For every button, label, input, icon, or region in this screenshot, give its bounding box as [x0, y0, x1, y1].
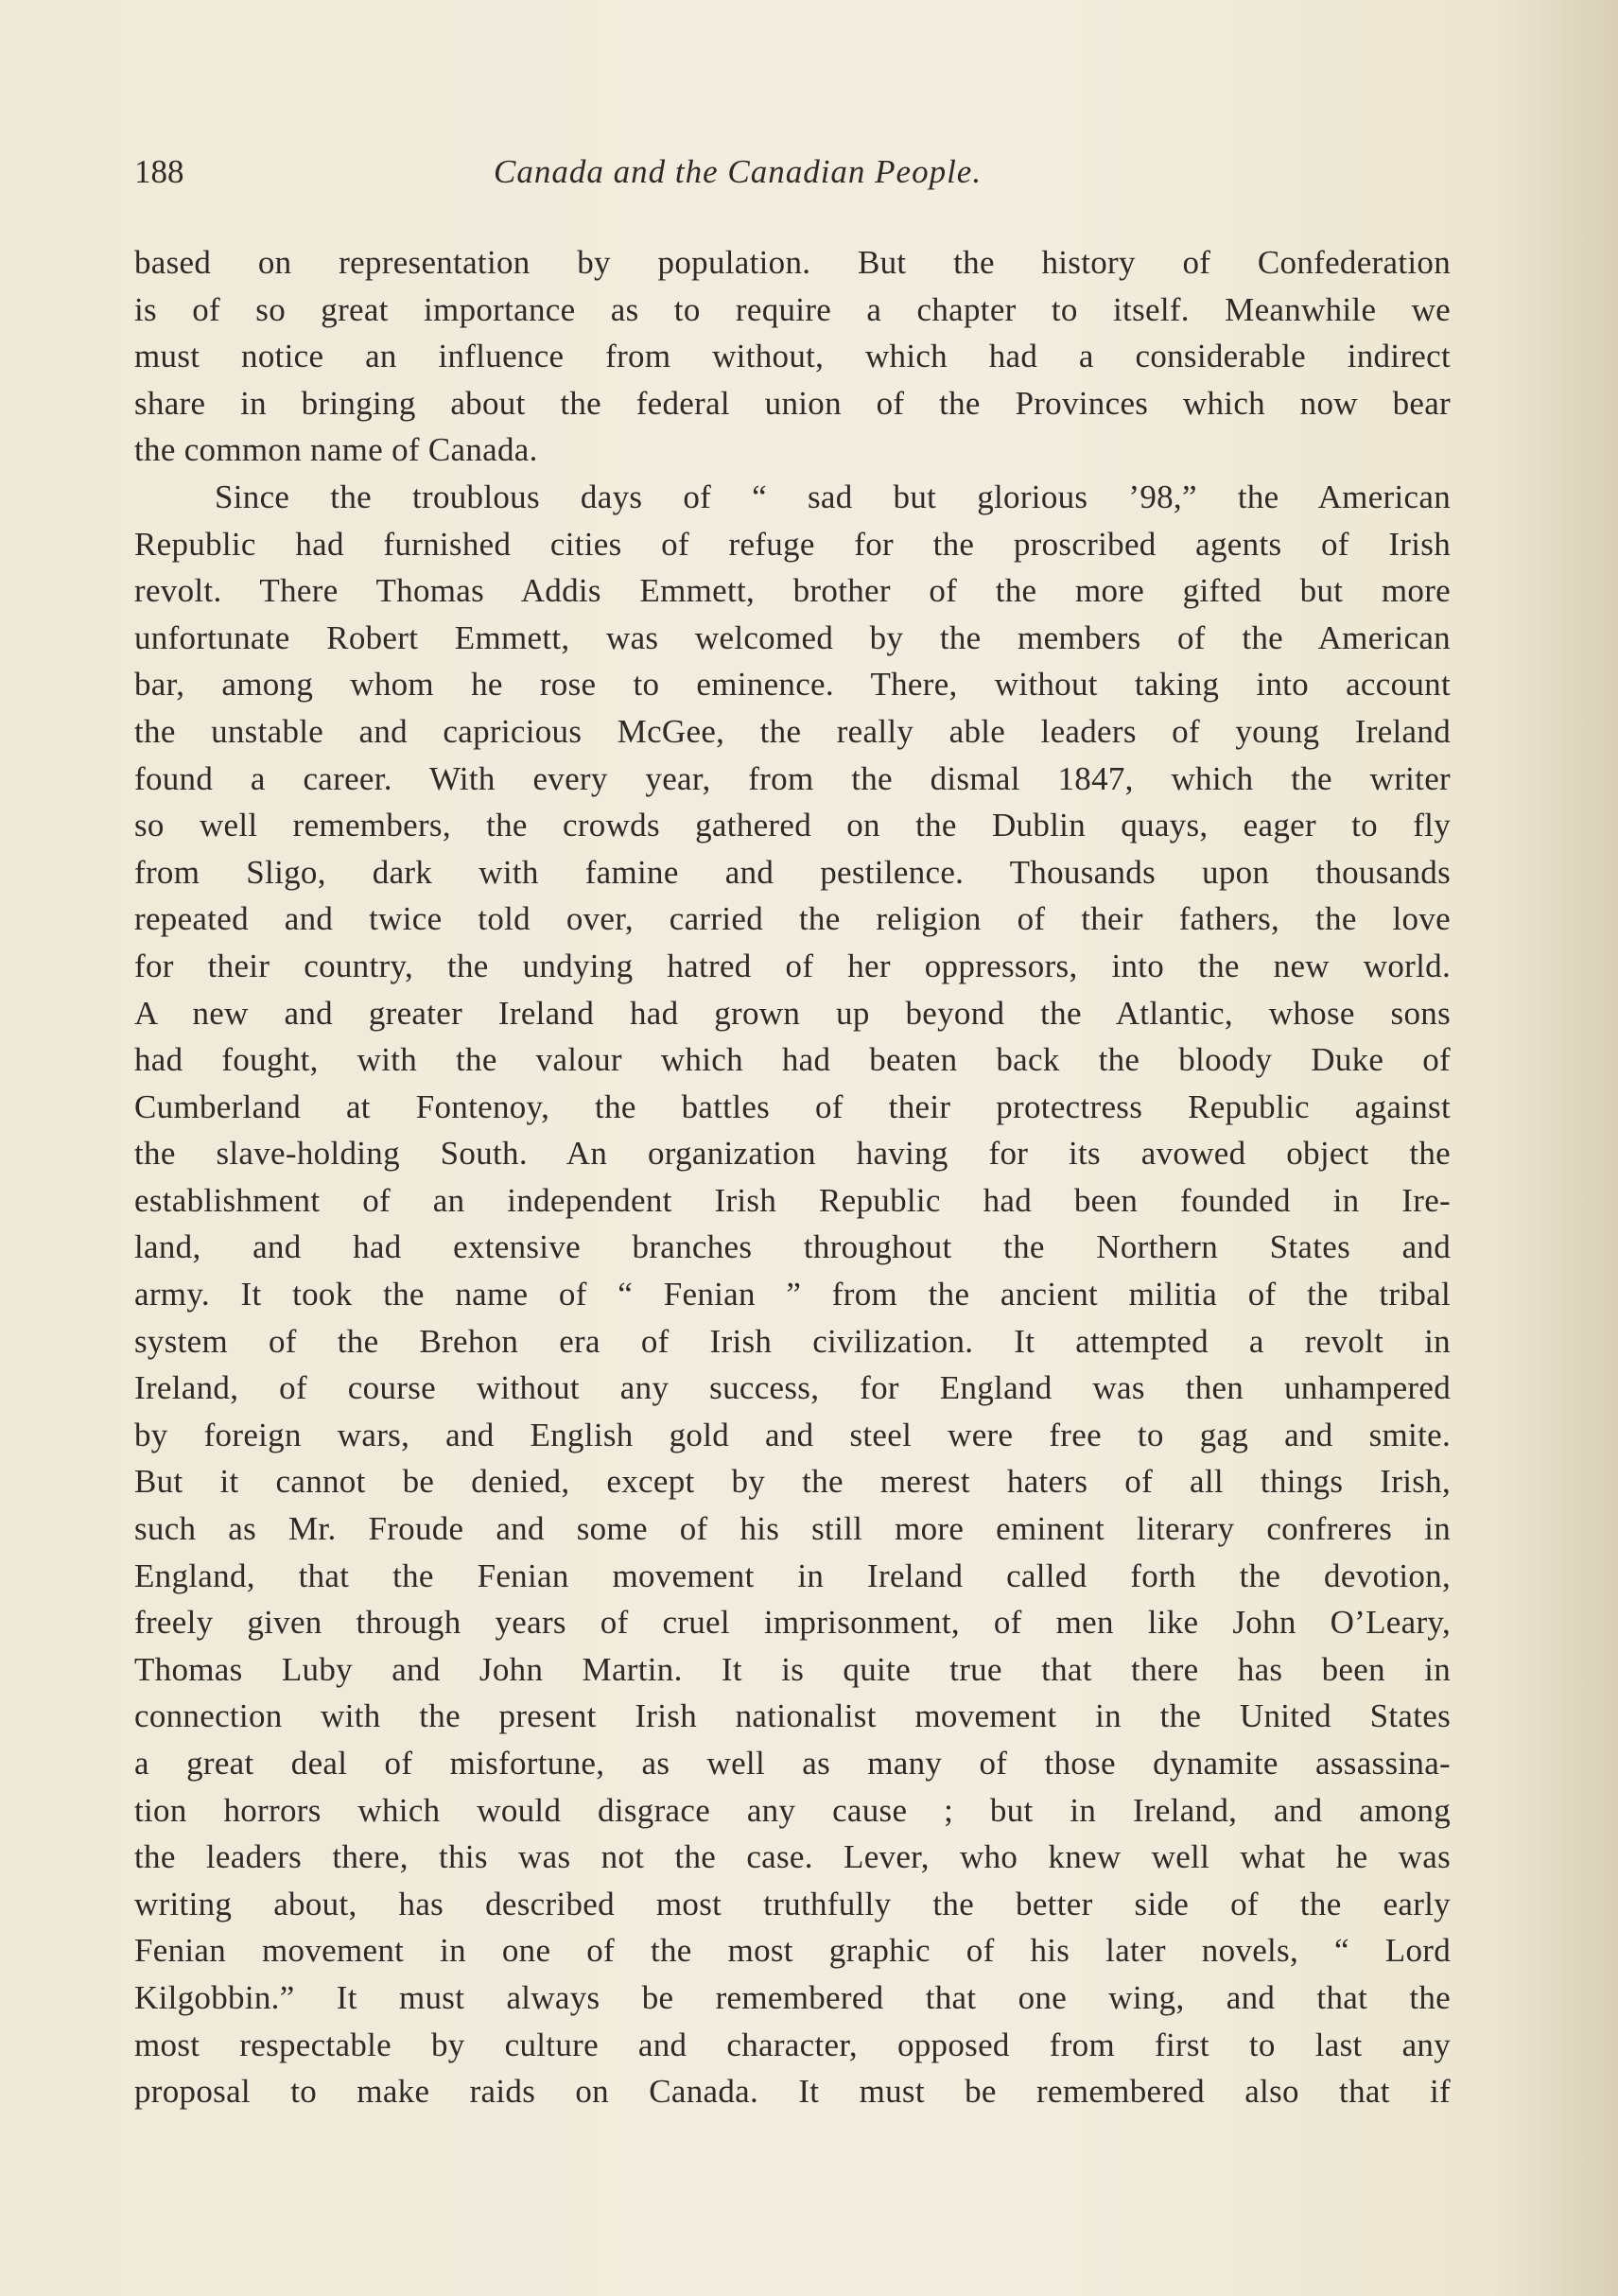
text-line: is of so great importance as to require a chapter to itself. Meanwhile we	[134, 290, 1451, 328]
text-line: writing about, has described most truthfully the better side of the early	[134, 1885, 1451, 1922]
text-line: a great deal of misfortune, as well as many of those dynamite assassina-	[134, 1745, 1451, 1782]
body-text	[134, 239, 1451, 2115]
text-line: based on representation by population. But the history of Confederation	[134, 244, 1451, 281]
text-line: bar, among whom he rose to eminence. There, without taking into account	[134, 666, 1451, 704]
text-line: Kilgobbin.” It must always be remembered that one wing, and that the	[134, 1978, 1451, 2016]
text-line: Cumberland at Fontenoy, the battles of their protectress Republic against	[134, 1087, 1451, 1125]
text-line: the unstable and capricious McGee, the really able leaders of young Ireland	[134, 712, 1451, 750]
text-line: share in bringing about the federal union of the Provinces which now bear	[134, 384, 1451, 422]
text-line: land, and had extensive branches throughout the Northern States and	[134, 1228, 1451, 1266]
text-line: connection with the present Irish nationalist movement in the United States	[134, 1697, 1451, 1735]
text-line: the common name of Canada.	[134, 431, 538, 469]
text-line: But it cannot be denied, except by the merest haters of all things Irish,	[134, 1463, 1451, 1501]
text-line: had fought, with the valour which had beaten back the bloody Duke of	[134, 1041, 1451, 1079]
text-line: system of the Brehon era of Irish civilization. It attempted a revolt in	[134, 1322, 1451, 1360]
text-line: such as Mr. Froude and some of his still more eminent literary confreres in	[134, 1510, 1451, 1548]
page-number: 188	[134, 153, 184, 190]
text-line: unfortunate Robert Emmett, was welcomed by the members of the American	[134, 618, 1451, 656]
text-line: by foreign wars, and English gold and steel were free to gag and smite.	[134, 1416, 1451, 1453]
text-line: A new and greater Ireland had grown up beyond the Atlantic, whose sons	[134, 994, 1451, 1032]
text-line: proposal to make raids on Canada. It must be remembered also that if	[134, 2073, 1451, 2111]
running-title: Canada and the Canadian People.	[494, 153, 983, 190]
text-line: revolt. There Thomas Addis Emmett, brother of the more gifted but more	[134, 572, 1451, 610]
text-line: army. It took the name of “ Fenian ” from the ancient militia of the tribal	[134, 1276, 1451, 1313]
text-line: must notice an influence from without, which had a considerable indirect	[134, 338, 1451, 375]
text-line: tion horrors which would disgrace any cause ; but in Ireland, and among	[134, 1791, 1451, 1829]
text-line: the slave-holding South. An organization having for its avowed object the	[134, 1135, 1451, 1173]
text-line: Ireland, of course without any success, for England was then unhampered	[134, 1369, 1451, 1407]
text-line: so well remembers, the crowds gathered on the Dublin quays, eager to fly	[134, 807, 1451, 844]
text-line: England, that the Fenian movement in Ireland called forth the devotion,	[134, 1557, 1451, 1594]
text-line: most respectable by culture and character, opposed from first to last any	[134, 2026, 1451, 2063]
text-line: the leaders there, this was not the case. Lever, who knew well what he was	[134, 1838, 1451, 1876]
text-line: Fenian movement in one of the most graphic of his later novels, “ Lord	[134, 1932, 1451, 1970]
text-line: Republic had furnished cities of refuge for the proscribed agents of Irish	[134, 525, 1451, 563]
text-line: freely given through years of cruel imprisonment, of men like John O’Leary,	[134, 1604, 1451, 1642]
text-line: repeated and twice told over, carried the religion of their fathers, the love	[134, 900, 1451, 938]
text-line: Since the troublous days of “ sad but glorious ’98,” the American	[215, 478, 1451, 515]
text-line: for their country, the undying hatred of her oppressors, into the new world.	[134, 947, 1451, 984]
text-line: Thomas Luby and John Martin. It is quite true that there has been in	[134, 1650, 1451, 1688]
text-line: establishment of an independent Irish Republic had been founded in Ire-	[134, 1181, 1451, 1219]
running-header	[134, 153, 1099, 200]
text-line: from Sligo, dark with famine and pestilence. Thousands upon thousands	[134, 853, 1451, 891]
text-line: found a career. With every year, from the dismal 1847, which the writer	[134, 759, 1451, 797]
